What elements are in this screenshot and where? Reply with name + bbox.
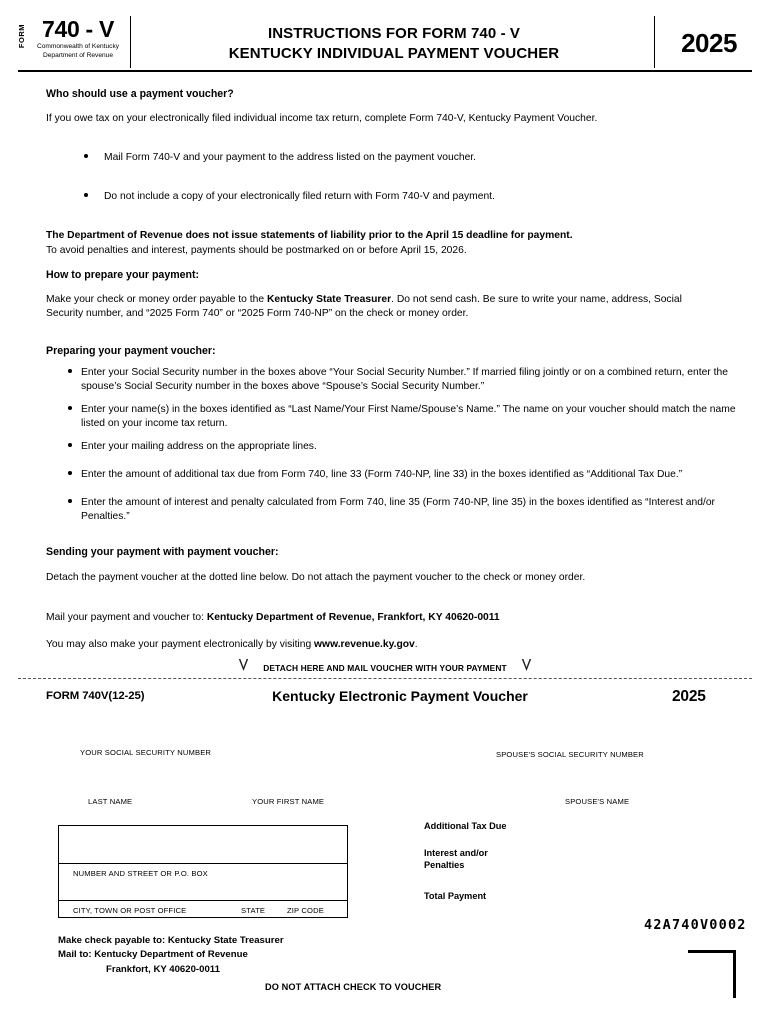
detach-label: DETACH HERE AND MAIL VOUCHER WITH YOUR PAYMENT — [263, 663, 507, 673]
list-item-text: Enter the amount of interest and penalty calculated from Form 740, line 35 (Form 740-NP, line 35) in the boxes identified as “Interest and/or Penalties.” — [81, 497, 715, 522]
state-label: STATE — [241, 906, 266, 915]
online-suffix-text: . — [414, 639, 418, 650]
address-box — [58, 825, 348, 918]
list-item — [84, 151, 704, 166]
form-title-line-1: INSTRUCTIONS FOR FORM 740 - V — [267, 25, 521, 42]
prepare-payment-paragraph — [46, 293, 711, 321]
voucher-form-number: FORM 740V(12-25) — [46, 690, 145, 702]
detach-instruction — [18, 658, 752, 678]
interest-label-line-2: Penalties — [424, 859, 465, 870]
interest-label-line-1: Interest and/or — [424, 848, 488, 858]
agency-line-2: Department of Revenue — [42, 52, 113, 60]
agency-line-1: Commonwealth of Kentucky — [36, 43, 120, 51]
how-to-prepare-heading: How to prepare your payment: — [46, 269, 200, 281]
liability-notice-bold: The Department of Revenue does not issue statements of liability prior to the April 15 deadline for payment. — [46, 230, 573, 241]
your-ssn-label: YOUR SOCIAL SECURITY NUMBER — [80, 748, 212, 757]
liability-notice-plain: To avoid penalties and interest, payments should be postmarked on or before April 15, 2026. — [46, 245, 467, 256]
header-rule — [18, 70, 752, 72]
sending-payment-heading: Sending your payment with payment voucher: — [46, 546, 279, 558]
mail-to-line: Mail to: Kentucky Department of Revenue — [58, 949, 248, 961]
tax-year: 2025 — [681, 28, 737, 58]
mailing-address-line — [46, 611, 726, 626]
name-entry-row[interactable] — [59, 826, 347, 864]
interest-penalties-label — [424, 848, 488, 872]
make-check-payable-line: Make check payable to: Kentucky State Treasurer — [58, 935, 284, 946]
list-item — [68, 496, 758, 524]
registration-corner-mark — [688, 950, 736, 998]
form-identity-block — [30, 16, 126, 61]
city-state-zip-row[interactable] — [59, 901, 347, 917]
spouse-name-label: SPOUSE'S NAME — [565, 797, 630, 806]
sending-payment-paragraph: Detach the payment voucher at the dotted line below. Do not attach the payment voucher to the check or money order. — [46, 572, 586, 583]
list-item-text: Enter the amount of additional tax due from Form 740, line 33 (Form 740-NP, line 33) in the boxes identified as “Additional Tax Due.” — [81, 469, 683, 480]
who-should-use-paragraph: If you owe tax on your electronically filed individual income tax return, complete Form 740-V, Kentucky Payment Voucher. — [46, 113, 598, 124]
list-item-text: Mail Form 740-V and your payment to the address listed on the payment voucher. — [104, 152, 477, 163]
list-item — [84, 190, 704, 205]
header-divider-right — [654, 16, 655, 68]
online-prefix-text: You may also make your payment electronically by visiting — [46, 639, 315, 650]
total-payment-label: Total Payment — [424, 891, 487, 901]
form-title — [138, 24, 650, 65]
street-entry-row[interactable] — [59, 864, 347, 901]
electronic-payment-line — [46, 638, 726, 653]
do-not-attach-notice: DO NOT ATTACH CHECK TO VOUCHER — [265, 982, 442, 992]
voucher-title: Kentucky Electronic Payment Voucher — [272, 688, 528, 704]
list-item — [68, 468, 758, 482]
zip-label: ZIP CODE — [287, 906, 324, 915]
scissors-chevron-icon — [521, 658, 532, 678]
form-control-code: 42A740V0002 — [644, 917, 747, 933]
preparing-voucher-heading: Preparing your payment voucher: — [46, 345, 216, 357]
payee-name: Kentucky State Treasurer — [266, 294, 392, 305]
form-title-line-2: KENTUCKY INDIVIDUAL PAYMENT VOUCHER — [228, 45, 560, 63]
prepare-text-part-2: . Do not send cash. Be sure to write your name, address, Social Security number, and “2025 Form 740” or “2025 Form 740-NP” on the check or money order. — [46, 294, 682, 320]
detach-dotted-line — [18, 678, 752, 679]
voucher-year: 2025 — [672, 688, 706, 705]
first-name-label: YOUR FIRST NAME — [252, 797, 325, 806]
spouse-ssn-label: SPOUSE'S SOCIAL SECURITY NUMBER — [496, 750, 644, 759]
list-item-text: Enter your name(s) in the boxes identified as “Last Name/Your First Name/Spouse’s Name.” The name on your voucher should match the name listed on your income tax return. — [81, 404, 736, 429]
mail-to-city-line: Frankfort, KY 40620-0011 — [106, 963, 220, 975]
revenue-website-link[interactable]: www.revenue.ky.gov — [314, 639, 415, 650]
header-divider-left — [130, 16, 131, 68]
form-word-label: FORM — [17, 24, 26, 49]
prepare-text-part-1: Make your check or money order payable to the — [46, 294, 267, 305]
payment-mailing-instructions — [58, 934, 284, 977]
mail-prefix-text: Mail your payment and voucher to: — [46, 612, 207, 623]
who-should-use-heading: Who should use a payment voucher? — [46, 88, 234, 100]
list-item-text: Do not include a copy of your electronically filed return with Form 740-V and payment. — [104, 191, 495, 202]
form-number: 740 - V — [41, 16, 115, 42]
list-item-text: Enter your mailing address on the appropriate lines. — [81, 441, 317, 452]
additional-tax-due-label: Additional Tax Due — [424, 821, 507, 831]
scissors-chevron-icon — [238, 658, 249, 678]
street-label: NUMBER AND STREET OR P.O. BOX — [73, 869, 208, 878]
form-header — [18, 16, 752, 70]
list-item-text: Enter your Social Security number in the boxes above “Your Social Security Number.” If married filing jointly or on a combined return, enter the spouse’s Social Security number in the boxes above “Spouse’s Social Security Number.” — [81, 367, 728, 392]
list-item — [68, 403, 758, 431]
mail-address-text: Kentucky Department of Revenue, Frankfort, KY 40620-0011 — [206, 612, 500, 623]
list-item — [68, 440, 758, 454]
last-name-label: LAST NAME — [88, 797, 133, 806]
city-label: CITY, TOWN OR POST OFFICE — [73, 906, 187, 915]
list-item — [68, 366, 758, 394]
